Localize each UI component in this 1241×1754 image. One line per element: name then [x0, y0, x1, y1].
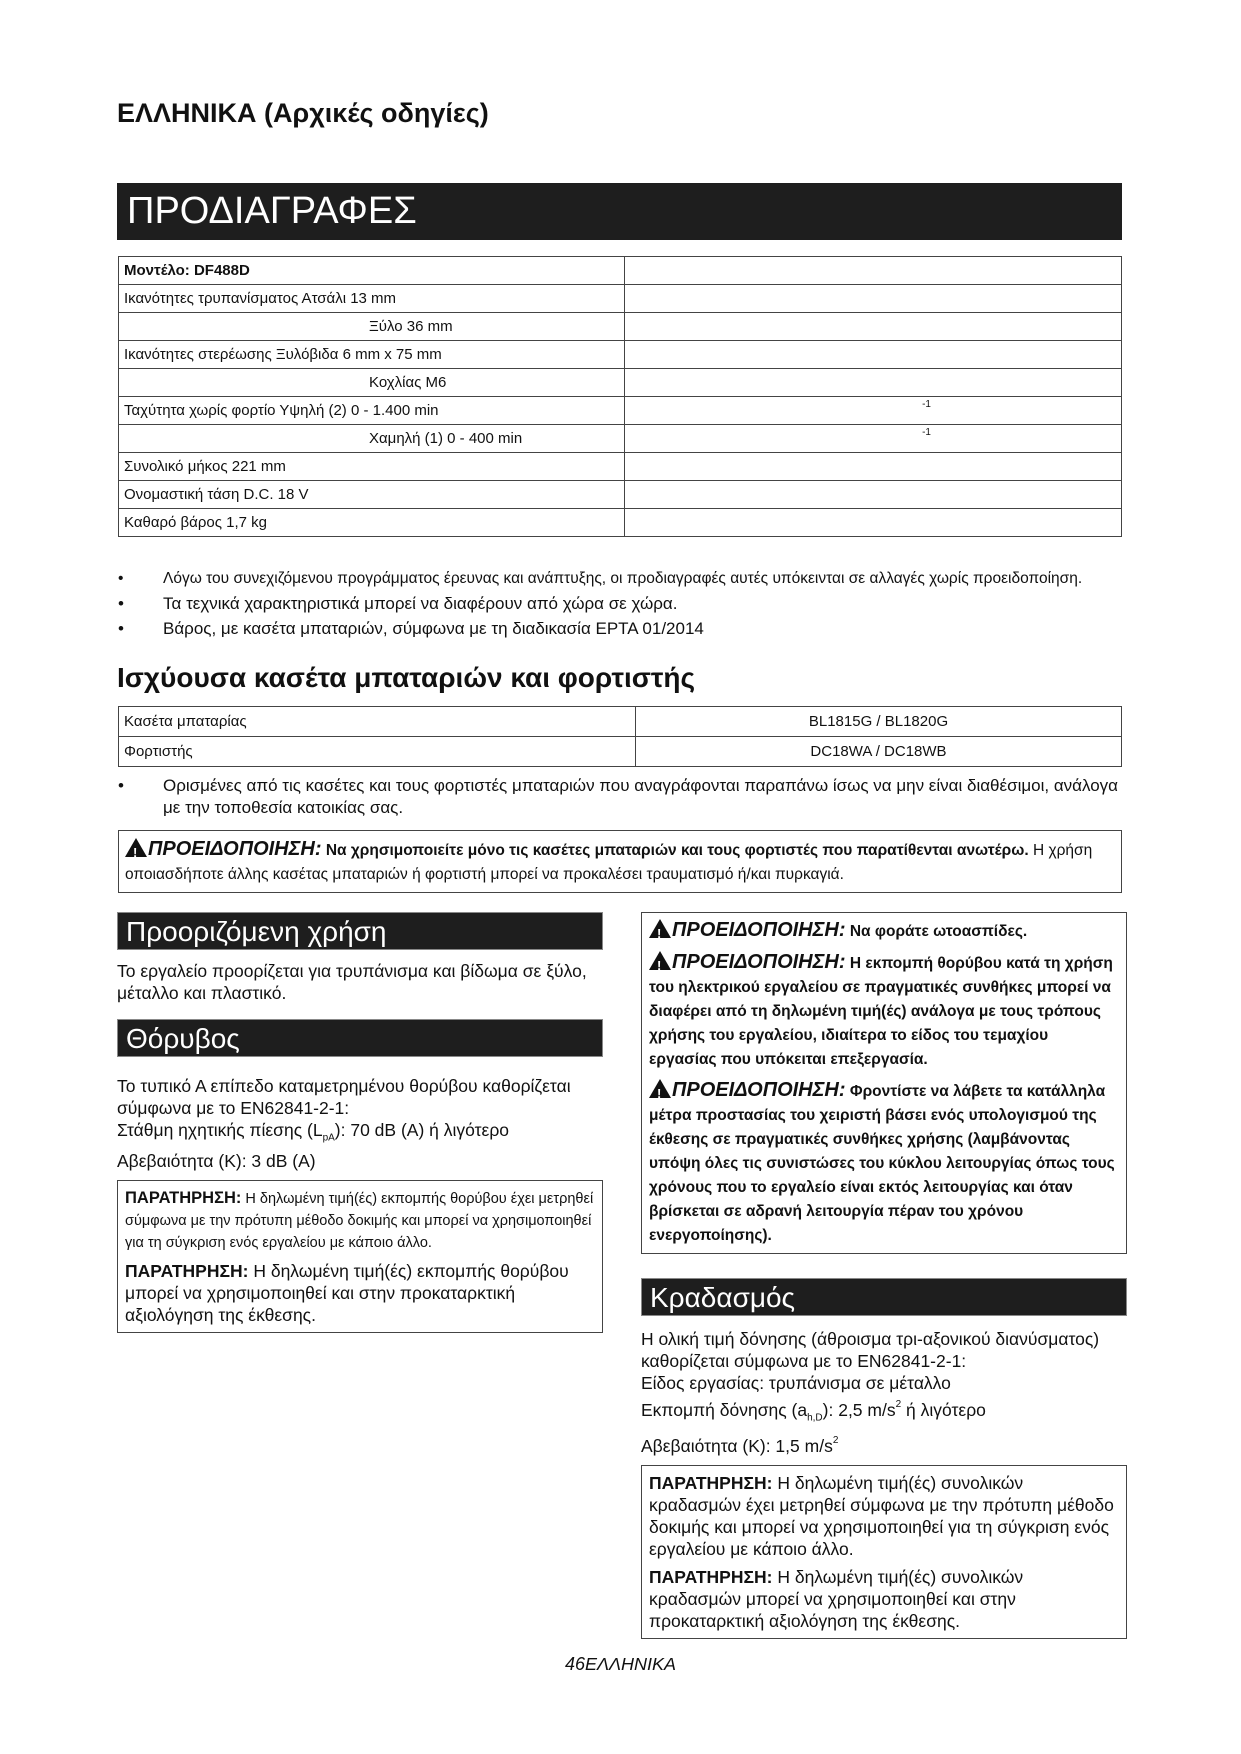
vibration-heading: Κραδασμός	[641, 1278, 1127, 1316]
table-row	[119, 285, 1122, 313]
vibration-intro: Η ολική τιμή δόνησης (άθροισμα τρι-αξονικού διανύσματος) καθορίζεται σύμφωνα με το EN62841-2-1:	[641, 1329, 1100, 1371]
spec-empty-cell	[624, 453, 1121, 481]
unit-exponent: -1	[922, 399, 931, 410]
vibration-note-1: ΠΑΡΑΤΗΡΗΣΗ: Η δηλωμένη τιμή(ές) συνολικών κραδασμών έχει μετρηθεί σύμφωνα με την πρότυπη μέθοδο δοκιμής και μπορεί να χρησιμοποιηθεί για τη σύγκριση ενός εργαλείου με κάποιο άλλο.	[649, 1472, 1114, 1559]
noise-uncertainty: Αβεβαιότητα (K): 3 dB (A)	[117, 1150, 316, 1171]
unit-exponent: -1	[922, 427, 931, 438]
battery-value: BL1815G / BL1820G	[636, 707, 1122, 737]
spec-empty-cell	[624, 369, 1121, 397]
noise-heading: Θόρυβος	[117, 1019, 603, 1057]
specifications-table	[118, 256, 1122, 537]
sound-pressure-level: Στάθμη ηχητικής πίεσης $(L_{pA})$: 70 dB (A) ή λιγότερο	[117, 1120, 510, 1144]
table-row	[119, 257, 1122, 285]
right-column	[641, 912, 1127, 1639]
warning-icon	[649, 919, 671, 938]
vibration-work-mode: Είδος εργασίας: τρυπάνισμα σε μέταλλο	[641, 1373, 951, 1393]
vibration-note-box	[641, 1465, 1127, 1639]
spec-empty-cell	[624, 425, 1121, 453]
spec-cell: Κοχλίας M6	[119, 369, 625, 397]
table-row	[119, 397, 1122, 425]
vibration-emission: Εκπομπή δόνησης $(a_{h,D})$: 2,5 $m/s^2$ ή λιγότερο	[641, 1399, 986, 1424]
spec-cell: Ικανότητες τρυπανίσματος Ατσάλι 13 mm	[119, 285, 625, 313]
table-row	[119, 369, 1122, 397]
table-row	[119, 737, 1122, 767]
battery-label: Κασέτα μπαταρίας	[119, 707, 636, 737]
spec-empty-cell	[624, 481, 1121, 509]
spec-notes-list	[118, 568, 1128, 643]
spec-note: • Λόγω του συνεχιζόμενου προγράμματος έρευνας και ανάπτυξης, οι προδιαγραφές αυτές υπόκεινται σε αλλαγές χωρίς προειδοποίηση.	[118, 570, 1083, 587]
page-footer: 46ΕΛΛΗΝΙΚΑ	[564, 1654, 677, 1674]
spec-empty-cell	[624, 313, 1121, 341]
language-title: ΕΛΛΗΝΙΚΑ (Αρχικές οδηγίες)	[117, 98, 489, 128]
left-column	[117, 912, 603, 1333]
noise-note-2: ΠΑΡΑΤΗΡΗΣΗ: Η δηλωμένη τιμή(ές) εκπομπής θορύβου μπορεί να χρησιμοποιηθεί και στην προκαταρκτική αξιολόγηση της έκθεσης.	[125, 1260, 569, 1325]
spec-cell: Ικανότητες στερέωσης Ξυλόβιδα 6 mm x 75 mm	[119, 341, 625, 369]
battery-warning-box	[118, 830, 1122, 893]
warning-icon	[649, 1079, 671, 1098]
warning-noise-emission: !ΠΡΟΕΙΔΟΠΟΙΗΣΗ: Η εκπομπή θορύβου κατά τη χρήση του ηλεκτρικού εργαλείου σε πραγματικές συνθήκες μπορεί να διαφέρει από τη δηλωμένη τιμή(ές) ανάλογα με τους τρόπους χρήσης του εργαλείου, ιδιαίτερα το είδος του τεμαχίου εργασίας που υπόκειται επεξεργασία.	[649, 950, 1119, 1072]
battery-note: • Ορισμένες από τις κασέτες και τους φορτιστές μπαταριών που αναγράφονται παραπάνω ίσως να μην είναι διαθέσιμοι, ανάλογα με την τοποθεσία κατοικίας σας.	[118, 776, 1119, 817]
table-row	[119, 341, 1122, 369]
spec-cell: Ταχύτητα χωρίς φορτίο Υψηλή (2) 0 - 1.400 min	[119, 397, 625, 425]
warning-ear-protection: !ΠΡΟΕΙΔΟΠΟΙΗΣΗ: Να φοράτε ωτοασπίδες.	[649, 918, 1119, 944]
intended-use-heading: Προοριζόμενη χρήση	[117, 912, 603, 950]
spec-note: • Βάρος, με κασέτα μπαταριών, σύμφωνα με τη διαδικασία EPTA 01/2014	[118, 619, 704, 638]
warning-label: ΠΡΟΕΙΔΟΠΟΙΗΣΗ:	[148, 838, 322, 860]
spec-cell: Ξύλο 36 mm	[119, 313, 625, 341]
battery-heading: Ισχύουσα κασέτα μπαταριών και φορτιστής	[117, 662, 696, 693]
intended-use-text: Το εργαλείο προορίζεται για τρυπάνισμα και βίδωμα σε ξύλο, μέταλλο και πλαστικό.	[117, 961, 587, 1003]
spec-cell: Χαμηλή (1) 0 - 400 min	[119, 425, 625, 453]
spec-empty-cell	[624, 285, 1121, 313]
table-row	[119, 707, 1122, 737]
table-row	[119, 481, 1122, 509]
spec-empty-cell	[624, 509, 1121, 537]
warning-bold-text: Να χρησιμοποιείτε μόνο τις κασέτες μπαταριών και τους φορτιστές που παρατίθενται ανωτέρω.	[325, 842, 1029, 859]
warning-text: Η χρήση οποιασδήποτε άλλης κασέτας μπαταριών ή φορτιστή μπορεί να προκαλέσει τραυματισμό ή/και πυρκαγιά.	[125, 842, 1093, 883]
vibration-uncertainty: Αβεβαιότητα (K): 1,5 $m/s^2$	[641, 1434, 839, 1456]
spec-note: • Τα τεχνικά χαρακτηριστικά μπορεί να διαφέρουν από χώρα σε χώρα.	[118, 594, 678, 613]
spec-cell: Μοντέλο: DF488D	[119, 257, 625, 285]
table-row	[119, 425, 1122, 453]
warning-operator-protection: !ΠΡΟΕΙΔΟΠΟΙΗΣΗ: Φροντίστε να λάβετε τα κατάλληλα μέτρα προστασίας του χειριστή βάσει ενός υπολογισμού της έκθεσης σε πραγματικές συνθήκες χρήσης (λαμβάνοντας υπόψη όλες τις συνιστώσες του κύκλου λειτουργίας όπως τους χρόνους που το εργαλείο είναι εκτός λειτουργίας και όταν βρίσκεται σε αδρανή λειτουργία πέραν του χρόνου ενεργοποίησης).	[649, 1078, 1119, 1248]
noise-warnings-box	[641, 912, 1127, 1254]
table-row	[119, 509, 1122, 537]
battery-table	[118, 706, 1122, 767]
spec-cell: Συνολικό μήκος 221 mm	[119, 453, 625, 481]
noise-note-1: ΠΑΡΑΤΗΡΗΣΗ: Η δηλωμένη τιμή(ές) εκπομπής θορύβου έχει μετρηθεί σύμφωνα με την πρότυπη μέθοδο δοκιμής και μπορεί να χρησιμοποιηθεί για τη σύγκριση ενός εργαλείου με κάποιο άλλο.	[125, 1188, 594, 1251]
spec-empty-cell	[624, 397, 1121, 425]
table-row	[119, 313, 1122, 341]
table-row	[119, 453, 1122, 481]
battery-note-list	[118, 775, 1118, 822]
warning-icon	[649, 951, 671, 970]
warning-icon	[125, 838, 147, 857]
vibration-note-2: ΠΑΡΑΤΗΡΗΣΗ: Η δηλωμένη τιμή(ές) συνολικών κραδασμών μπορεί να χρησιμοποιηθεί και στην προκαταρκτική αξιολόγηση της έκθεσης.	[649, 1566, 1024, 1631]
charger-value: DC18WA / DC18WB	[636, 737, 1122, 767]
noise-note-box	[117, 1180, 603, 1333]
specifications-banner: ΠΡΟΔΙΑΓΡΑΦΕΣ	[117, 183, 1122, 240]
spec-cell: Ονομαστική τάση D.C. 18 V	[119, 481, 625, 509]
noise-intro: Το τυπικό Α επίπεδο καταμετρημένου θορύβου καθορίζεται σύμφωνα με το EN62841-2-1:	[117, 1076, 571, 1118]
spec-empty-cell	[624, 257, 1121, 285]
charger-label: Φορτιστής	[119, 737, 636, 767]
spec-empty-cell	[624, 341, 1121, 369]
spec-cell: Καθαρό βάρος 1,7 kg	[119, 509, 625, 537]
